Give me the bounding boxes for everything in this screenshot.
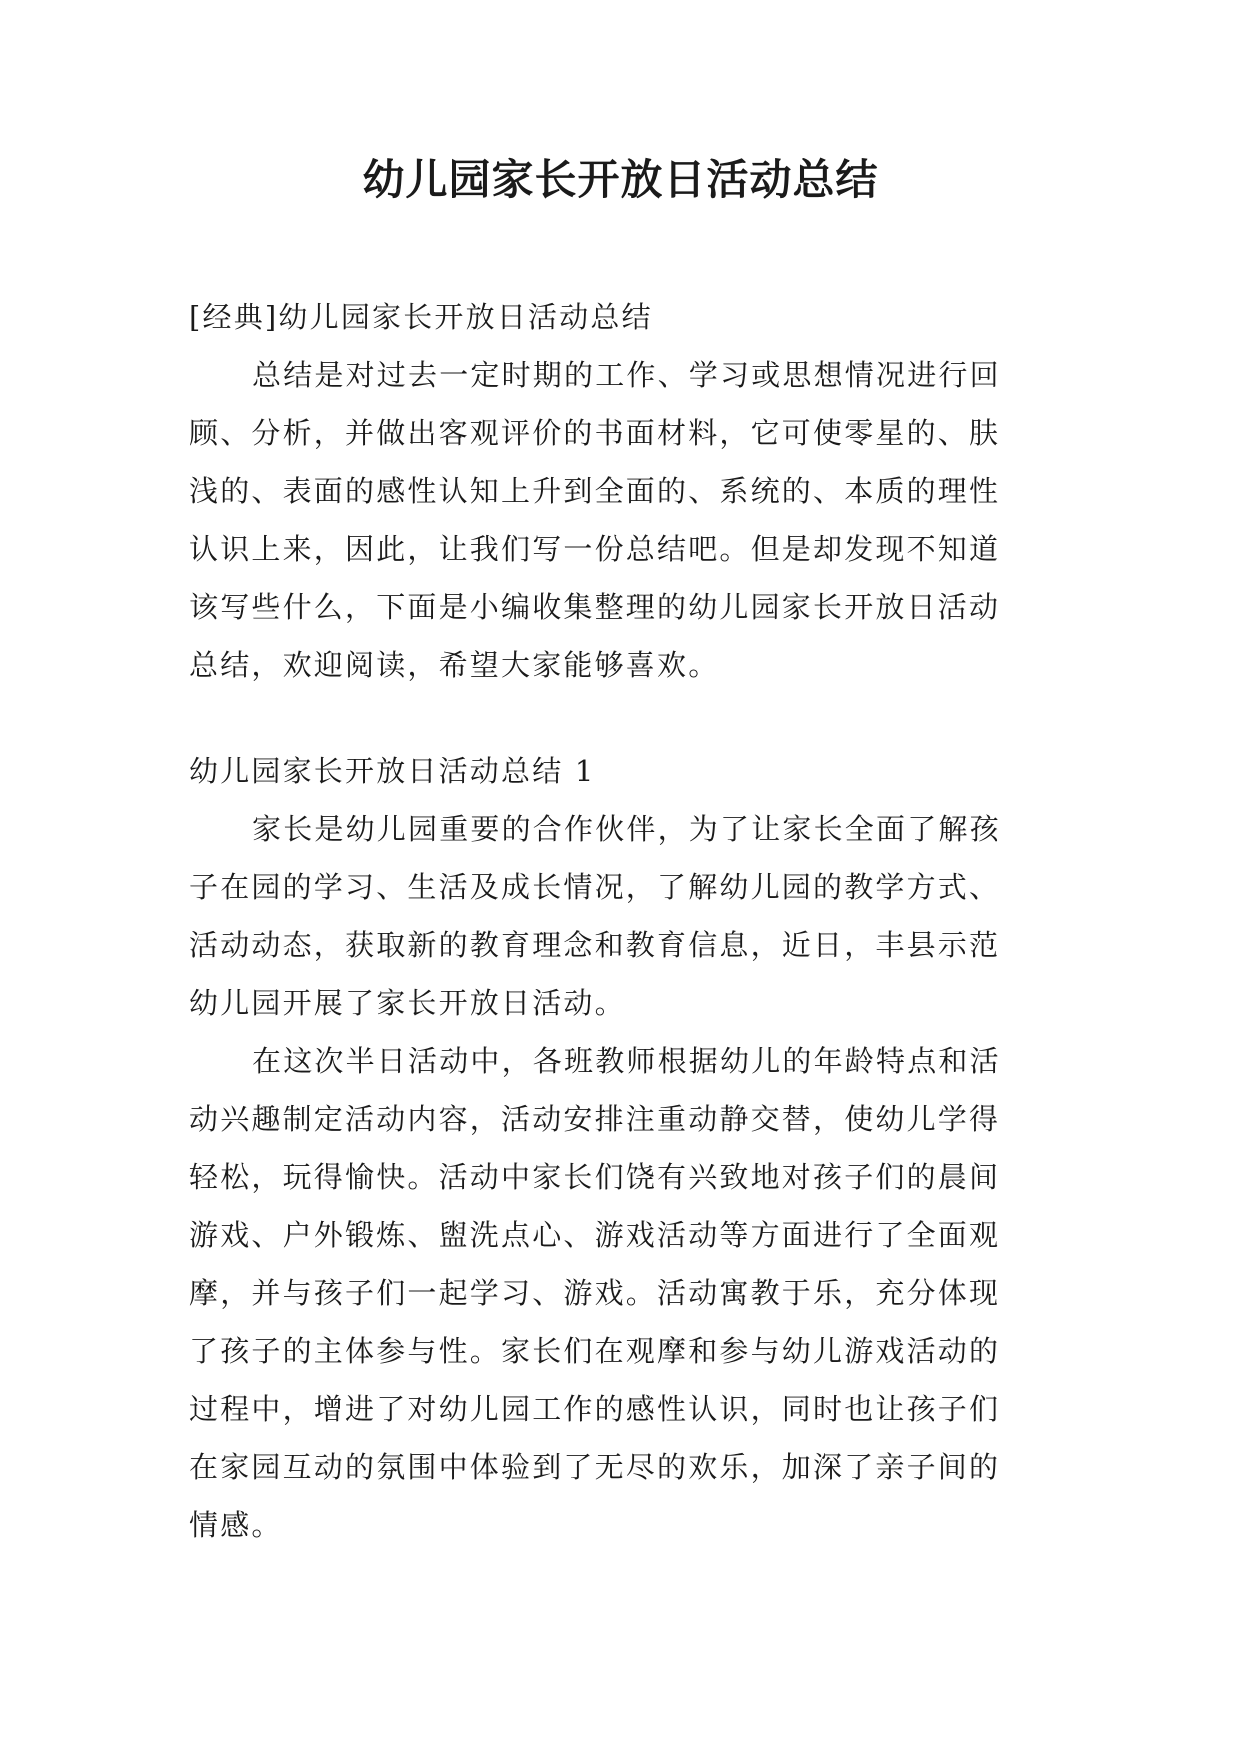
section-spacer [189,694,1059,742]
paragraph-line: 浅的、表面的感性认知上升到全面的、系统的、本质的理性 [189,474,1001,508]
paragraph-line: 顾、分析，并做出客观评价的书面材料，它可使零星的、肤 [189,416,1001,450]
paragraph-line: 了孩子的主体参与性。家长们在观摩和参与幼儿游戏活动的 [189,1334,1001,1368]
section1-paragraph-1 [189,800,1059,1032]
paragraph-line: 过程中，增进了对幼儿园工作的感性认识，同时也让孩子们 [189,1392,1001,1426]
paragraph-line: 幼儿园开展了家长开放日活动。 [189,986,626,1020]
paragraph-line: 该写些什么，下面是小编收集整理的幼儿园家长开放日活动 [189,590,1001,624]
paragraph-line: 子在园的学习、生活及成长情况，了解幼儿园的教学方式、 [189,870,1001,904]
document-subtitle: [经典]幼儿园家长开放日活动总结 [189,300,653,334]
section-heading: 幼儿园家长开放日活动总结 1 [189,754,596,788]
paragraph-line: 动兴趣制定活动内容，活动安排注重动静交替，使幼儿学得 [189,1102,1001,1136]
document-body [189,288,1059,1554]
paragraph-line: 家长是幼儿园重要的合作伙伴，为了让家长全面了解孩 [252,812,1001,846]
page-title: 幼儿园家长开放日活动总结 [362,155,879,204]
section1-paragraph-2 [189,1032,1059,1554]
paragraph-line: 轻松，玩得愉快。活动中家长们饶有兴致地对孩子们的晨间 [189,1160,1001,1194]
paragraph-line: 摩，并与孩子们一起学习、游戏。活动寓教于乐，充分体现 [189,1276,1001,1310]
paragraph-line: 总结，欢迎阅读，希望大家能够喜欢。 [189,648,720,682]
paragraph-line: 活动动态，获取新的教育理念和教育信息，近日，丰县示范 [189,928,1001,962]
paragraph-line: 总结是对过去一定时期的工作、学习或思想情况进行回 [252,358,1001,392]
paragraph-line: 情感。 [189,1508,283,1542]
paragraph-line: 游戏、户外锻炼、盥洗点心、游戏活动等方面进行了全面观 [189,1218,1001,1252]
intro-paragraph [189,346,1059,694]
paragraph-line: 在这次半日活动中，各班教师根据幼儿的年龄特点和活 [252,1044,1001,1078]
paragraph-line: 在家园互动的氛围中体验到了无尽的欢乐，加深了亲子间的 [189,1450,1001,1484]
paragraph-line: 认识上来，因此，让我们写一份总结吧。但是却发现不知道 [189,532,1001,566]
